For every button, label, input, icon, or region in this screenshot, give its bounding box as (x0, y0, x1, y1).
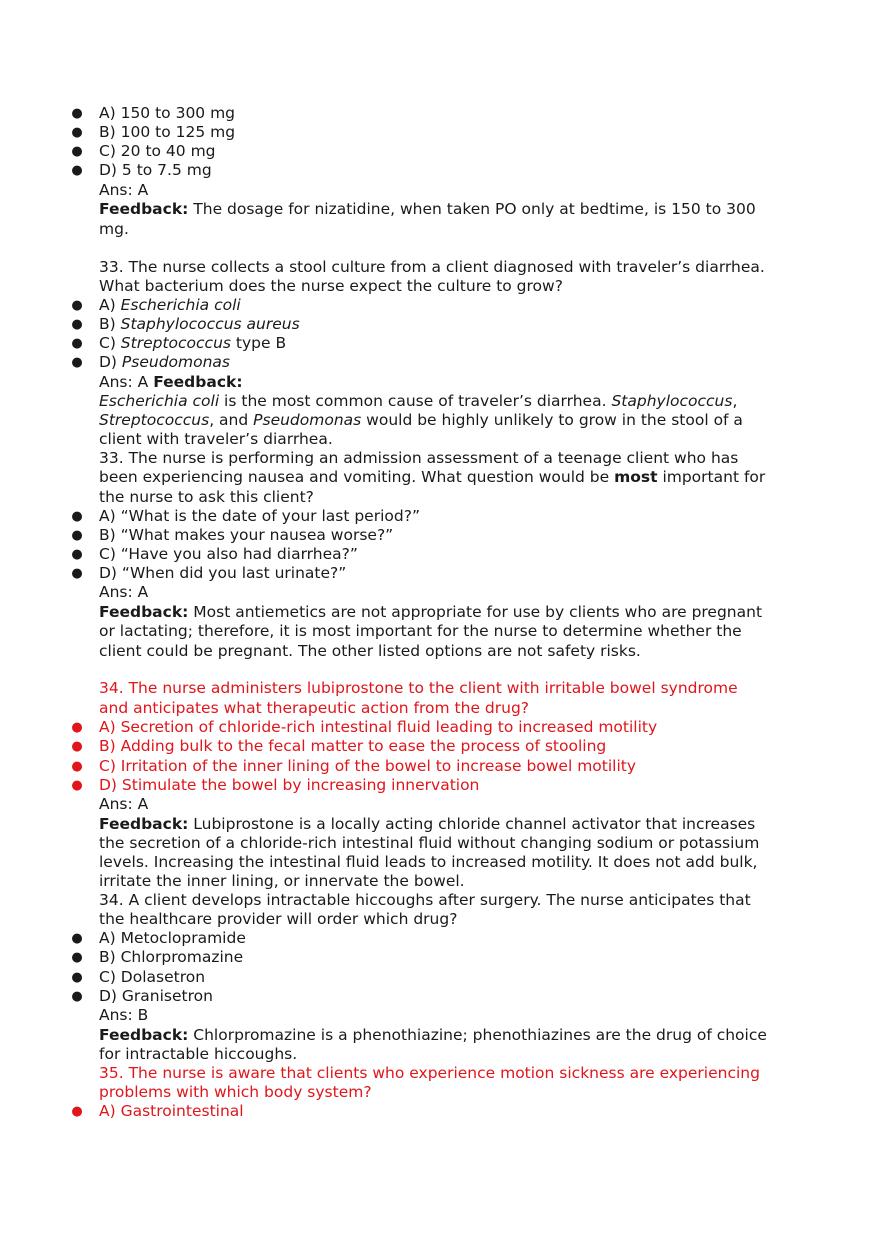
feedback-line: or lactating; therefore, it is most important for the nurse to determine whether the (99, 622, 742, 640)
answer: Ans: A Feedback: (99, 373, 243, 391)
bullet: ● (71, 759, 83, 774)
option-d: D) 5 to 7.5 mg (99, 161, 212, 179)
feedback-line: the secretion of a chloride-rich intestinal fluid without changing sodium or potassium (99, 834, 760, 852)
option-c: C) 20 to 40 mg (99, 142, 216, 160)
feedback-line: levels. Increasing the intestinal fluid leads to increased motility. It does not add bulk, (99, 853, 758, 871)
feedback-line: irritate the inner lining, or innervate the bowel. (99, 872, 465, 890)
question-stem: 33. The nurse is performing an admission assessment of a teenage client who has (99, 449, 739, 467)
option-d: D) Granisetron (99, 987, 213, 1005)
option-b: B) Staphylococcus aureus (99, 315, 300, 333)
option-b: B) Chlorpromazine (99, 948, 244, 966)
feedback-line: for intractable hiccoughs. (99, 1045, 298, 1063)
question-stem: the nurse to ask this client? (99, 488, 314, 506)
option-c: C) “Have you also had diarrhea?” (99, 545, 358, 563)
option-d: D) Pseudomonas (99, 353, 231, 371)
option-a: A) Gastrointestinal (99, 1102, 244, 1120)
bullet: ● (71, 144, 83, 159)
option-a: A) Secretion of chloride-rich intestinal fluid leading to increased motility (99, 718, 658, 736)
option-a: A) Metoclopramide (99, 929, 246, 947)
bullet: ● (71, 163, 83, 178)
bullet: ● (71, 528, 83, 543)
feedback-line: Escherichia coli is the most common cause of traveler’s diarrhea. Staphylococcus, (99, 392, 738, 410)
option-a: A) “What is the date of your last period?” (99, 507, 420, 525)
bullet: ● (71, 566, 83, 581)
feedback-line: client with traveler’s diarrhea. (99, 430, 333, 448)
bullet: ● (71, 950, 83, 965)
feedback-line: Feedback: The dosage for nizatidine, when taken PO only at bedtime, is 150 to 300 (99, 200, 756, 218)
option-c: C) Irritation of the inner lining of the bowel to increase bowel motility (99, 757, 637, 775)
bullet: ● (71, 720, 83, 735)
bullet: ● (71, 336, 83, 351)
bullet: ● (71, 970, 83, 985)
question-stem: the healthcare provider will order which drug? (99, 910, 458, 928)
bullet: ● (71, 778, 83, 793)
question-stem: What bacterium does the nurse expect the culture to grow? (99, 277, 563, 295)
feedback-label: Feedback: (99, 815, 189, 833)
question-stem: and anticipates what therapeutic action from the drug? (99, 699, 530, 717)
answer: Ans: A (99, 583, 149, 601)
bullet: ● (71, 989, 83, 1004)
feedback-line: Feedback: Lubiprostone is a locally acting chloride channel activator that increases (99, 815, 756, 833)
feedback-label: Feedback: (99, 200, 189, 218)
question-stem: 33. The nurse collects a stool culture from a client diagnosed with traveler’s diarrhea. (99, 258, 765, 276)
option-b: B) “What makes your nausea worse?” (99, 526, 394, 544)
feedback-line: Feedback: Most antiemetics are not appropriate for use by clients who are pregnant (99, 603, 763, 621)
option-a: A) Escherichia coli (99, 296, 241, 314)
option-a: A) 150 to 300 mg (99, 104, 236, 122)
bullet: ● (71, 739, 83, 754)
option-d: D) Stimulate the bowel by increasing innervation (99, 776, 480, 794)
bullet: ● (71, 317, 83, 332)
question-stem: 35. The nurse is aware that clients who experience motion sickness are experiencing (99, 1064, 760, 1082)
answer: Ans: A (99, 795, 149, 813)
bullet: ● (71, 547, 83, 562)
bullet: ● (71, 931, 83, 946)
option-c: C) Dolasetron (99, 968, 206, 986)
question-stem: problems with which body system? (99, 1083, 372, 1101)
feedback-label: Feedback: (153, 373, 243, 391)
option-c: C) Streptococcus type B (99, 334, 287, 352)
option-b: B) Adding bulk to the fecal matter to ease the process of stooling (99, 737, 607, 755)
question-stem: 34. A client develops intractable hiccoughs after surgery. The nurse anticipates that (99, 891, 751, 909)
answer: Ans: B (99, 1006, 149, 1024)
feedback-line: Streptococcus, and Pseudomonas would be highly unlikely to grow in the stool of a (99, 411, 743, 429)
bullet: ● (71, 106, 83, 121)
bullet: ● (71, 125, 83, 140)
option-b: B) 100 to 125 mg (99, 123, 236, 141)
bullet: ● (71, 355, 83, 370)
feedback-line: Feedback: Chlorpromazine is a phenothiazine; phenothiazines are the drug of choice (99, 1026, 767, 1044)
feedback-line: client could be pregnant. The other listed options are not safety risks. (99, 642, 641, 660)
feedback-label: Feedback: (99, 603, 189, 621)
feedback-label: Feedback: (99, 1026, 189, 1044)
bullet: ● (71, 509, 83, 524)
feedback-line: mg. (99, 220, 129, 238)
question-stem: been experiencing nausea and vomiting. What question would be most important for (99, 468, 766, 486)
bullet: ● (71, 298, 83, 313)
answer: Ans: A (99, 181, 149, 199)
bullet: ● (71, 1104, 83, 1119)
option-d: D) “When did you last urinate?” (99, 564, 347, 582)
question-stem: 34. The nurse administers lubiprostone to the client with irritable bowel syndrome (99, 679, 738, 697)
